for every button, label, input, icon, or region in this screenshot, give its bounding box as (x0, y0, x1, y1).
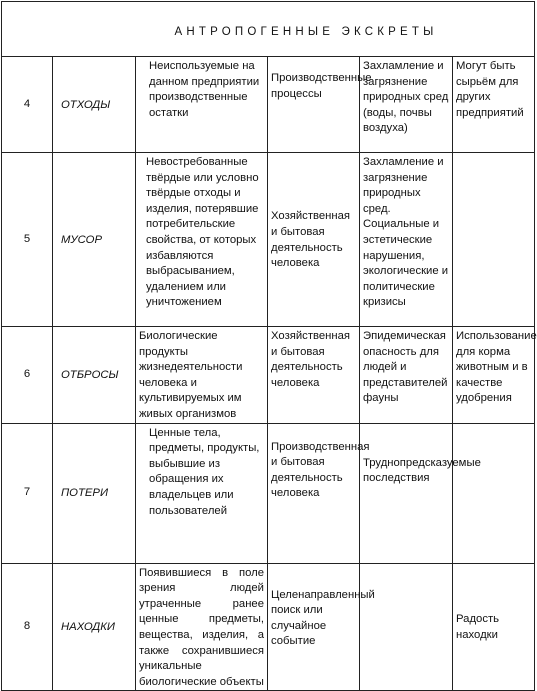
table-row (2, 153, 535, 327)
row-number: 5 (2, 153, 53, 327)
row-name: ОТХОДЫ (53, 57, 136, 153)
row-consequences: Захламление и загрязнение природных сред (воды, почвы воздуха) (360, 57, 453, 153)
row-consequences (360, 563, 453, 691)
row-source: Целенаправленный поиск или случайное событие (268, 563, 360, 691)
row-source: Производственная и бытовая деятельность человека (268, 423, 360, 563)
row-source: Хозяйственная и бытовая деятельность человека (268, 327, 360, 424)
row-name: МУСОР (53, 153, 136, 327)
row-number: 8 (2, 563, 53, 691)
row-use: Могут быть сырьём для других предприятий (453, 57, 535, 153)
row-number: 7 (2, 423, 53, 563)
row-consequences: Захламление и загрязнение природных сред. Социальные и эстетические нарушения, экологические и политические кризисы (360, 153, 453, 327)
row-name: НАХОДКИ (53, 563, 136, 691)
row-description: Появившиеся в поле зрения людей утраченные ранее ценные предметы, вещества, изделия, а также сохранившиеся уникальные биологические объекты (136, 563, 268, 691)
table-title-row (2, 2, 535, 57)
table-title: АНТРОПОГЕННЫЕ ЭКСКРЕТЫ (174, 26, 438, 39)
row-description: Невостребованные твёрдые или условно твёрдые отходы и изделия, потерявшие потребительские свойства, от которых избавляются выбрасыванием, удалением или уничтожением (136, 153, 268, 327)
row-use: Радость находки (453, 563, 535, 691)
row-name: ПОТЕРИ (53, 423, 136, 563)
table-title-cell (2, 2, 535, 57)
row-description: Ценные тела, предметы, продукты, выбывшие из обращения их владельцев или пользователей (136, 423, 268, 563)
table-row (2, 327, 535, 424)
row-use (453, 153, 535, 327)
row-name: ОТБРОСЫ (53, 327, 136, 424)
row-consequences: Эпидемическая опасность для людей и представителей фауны (360, 327, 453, 424)
table-row (2, 423, 535, 563)
row-number: 6 (2, 327, 53, 424)
row-description: Биологические продукты жизнедеятельности человека и культивируемых им живых организмов (136, 327, 268, 424)
row-consequences: Труднопредсказуемые последствия (360, 423, 453, 563)
anthropogenic-excreta-table (1, 1, 535, 691)
table-row (2, 563, 535, 691)
row-source: Хозяйственная и бытовая деятельность человека (268, 153, 360, 327)
row-number: 4 (2, 57, 53, 153)
row-description: Неиспользуемые на данном предприятии производственные остатки (136, 57, 268, 153)
row-source: Производственные процессы (268, 57, 360, 153)
table-row (2, 57, 535, 153)
row-use: Использование для корма животным и в качестве удобрения (453, 327, 535, 424)
row-use (453, 423, 535, 563)
